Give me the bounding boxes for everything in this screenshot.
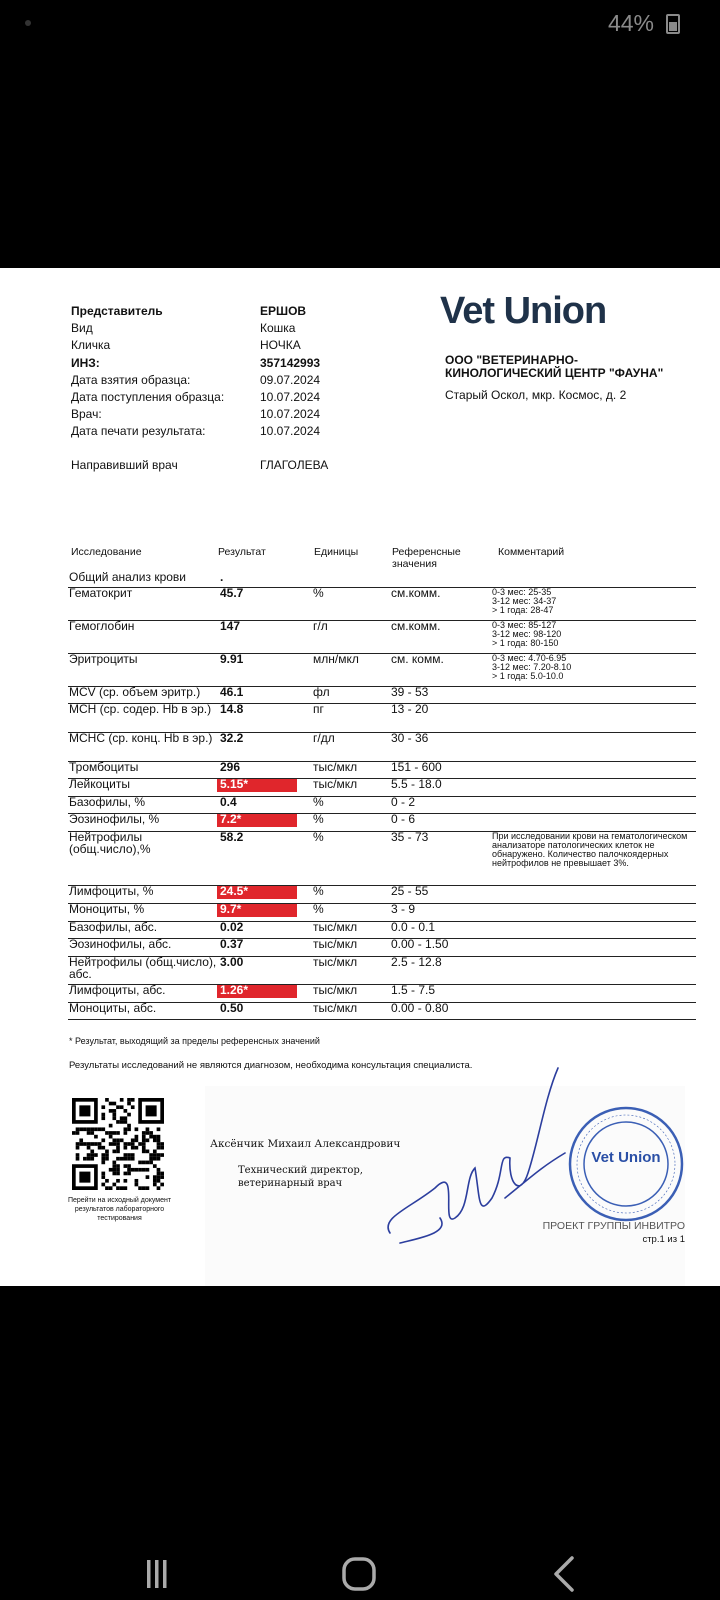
signer-title: Технический директор, ветеринарный врач — [238, 1165, 363, 1189]
test-units: % — [313, 586, 324, 600]
test-result: 14.8 — [220, 702, 244, 716]
page-number: стр.1 из 1 — [642, 1234, 685, 1245]
test-result: 0.02 — [220, 920, 244, 934]
test-result: 3.00 — [220, 955, 244, 969]
header-label: Кличка — [71, 338, 111, 353]
test-reference: см.комм. — [391, 619, 441, 633]
test-name: MCH (ср. содер. Hb в эр.) — [69, 702, 212, 716]
test-reference: см.комм. — [391, 586, 441, 600]
test-reference: 5.5 - 18.0 — [391, 777, 442, 791]
test-comment: При исследовании крови на гематологическом анализаторе патологических клеток не обнаружено. Количество палочкоядерных нейтрофилов не превышает 3%. — [492, 831, 688, 868]
notification-dot-icon — [25, 20, 31, 26]
test-reference: 3 - 9 — [391, 902, 416, 916]
test-result: 32.2 — [220, 731, 244, 745]
battery-icon — [666, 14, 680, 34]
test-name: Эритроциты — [69, 652, 138, 666]
test-units: тыс/мкл — [313, 955, 358, 969]
test-result: 147 — [220, 619, 241, 633]
test-reference: 0 - 2 — [391, 795, 416, 809]
test-name: Гемоглобин — [69, 619, 135, 633]
test-reference: 39 - 53 — [391, 685, 429, 699]
header-label: Дата поступления образца: — [71, 390, 225, 404]
test-name: Эозинофилы, % — [69, 812, 160, 826]
test-result: 0.50 — [220, 1001, 244, 1015]
navigation-bar — [0, 1500, 720, 1600]
header-value: 10.07.2024 — [260, 424, 321, 439]
test-result: 1.26* — [217, 985, 297, 998]
test-units: млн/мкл — [313, 652, 359, 666]
test-name: Гематокрит — [69, 586, 133, 600]
test-units: % — [313, 902, 324, 916]
test-result: 46.1 — [220, 685, 244, 699]
table-row — [68, 778, 696, 797]
header-label: Вид — [71, 321, 93, 336]
test-name: Тромбоциты — [69, 760, 139, 774]
test-name: Моноциты, % — [69, 902, 145, 916]
test-name: MCV (ср. объем эритр.) — [69, 685, 201, 699]
table-row — [68, 885, 696, 904]
table-row — [68, 1002, 696, 1020]
test-units: тыс/мкл — [313, 983, 358, 997]
header-value: Кошка — [260, 321, 296, 336]
test-result: 0.4 — [220, 795, 237, 809]
test-units: г/дл — [313, 731, 335, 745]
table-row — [68, 903, 696, 922]
test-result: 5.15* — [217, 779, 297, 792]
test-units: % — [313, 884, 324, 898]
table-row — [68, 620, 696, 654]
referring-doctor-value: ГЛАГОЛЕВА — [260, 458, 329, 472]
test-name: Эозинофилы, абс. — [69, 937, 172, 951]
table-row — [68, 761, 696, 779]
test-comment: 0-3 мес: 4.70-6.95 3-12 мес: 7.20-8.10 > 1 года: 5.0-10.0 — [492, 653, 572, 681]
test-reference: 35 - 73 — [391, 830, 429, 844]
test-units: тыс/мкл — [313, 777, 358, 791]
lab-address: Старый Оскол, мкр. Космос, д. 2 — [445, 388, 627, 402]
test-reference: 13 - 20 — [391, 702, 429, 716]
test-units: % — [313, 795, 324, 809]
table-row — [68, 571, 696, 588]
header-value: 10.07.2024 — [260, 407, 321, 422]
test-units: тыс/мкл — [313, 920, 358, 934]
test-result: 24.5* — [217, 886, 297, 899]
disclaimer-note: Результаты исследований не являются диагнозом, необходима консультация специалиста. — [69, 1060, 473, 1071]
test-reference: 1.5 - 7.5 — [391, 983, 436, 997]
header-label: Представитель — [71, 304, 163, 318]
test-result: 296 — [220, 760, 241, 774]
test-units: фл — [313, 685, 330, 699]
test-reference: 30 - 36 — [391, 731, 429, 745]
test-name: Лимфоциты, % — [69, 884, 154, 898]
test-result: 58.2 — [220, 830, 244, 844]
test-units: тыс/мкл — [313, 760, 358, 774]
test-reference: 25 - 55 — [391, 884, 429, 898]
col-header-study: Исследование — [71, 546, 142, 558]
col-header-comment: Комментарий — [498, 546, 565, 558]
table-row — [68, 956, 696, 985]
test-name: Общий анализ крови — [69, 570, 187, 584]
test-name: Базофилы, % — [69, 795, 145, 809]
test-comment: 0-3 мес: 85-127 3-12 мес: 98-120 > 1 года: 80-150 — [492, 620, 562, 648]
test-reference: 0.0 - 0.1 — [391, 920, 436, 934]
lab-report-document — [0, 268, 720, 1286]
test-reference: 0.00 - 0.80 — [391, 1001, 449, 1015]
col-header-reference: Референсные значения — [392, 546, 461, 570]
test-result: 9.7* — [217, 904, 297, 917]
test-result: 0.37 — [220, 937, 244, 951]
home-icon[interactable] — [335, 1550, 385, 1600]
test-units: % — [313, 812, 324, 826]
back-icon[interactable] — [540, 1550, 590, 1600]
header-value: 357142993 — [260, 355, 321, 370]
test-units: г/л — [313, 619, 328, 633]
test-name: Нейтрофилы (общ.число),% — [69, 830, 151, 856]
test-result: 9.91 — [220, 652, 244, 666]
lab-organization-name: ООО "ВЕТЕРИНАРНО-КИНОЛОГИЧЕСКИЙ ЦЕНТР "ФАУНА" — [445, 353, 664, 380]
test-units: тыс/мкл — [313, 1001, 358, 1015]
test-name: Лимфоциты, абс. — [69, 983, 166, 997]
battery-percent: 44% — [607, 10, 654, 36]
test-reference: 2.5 - 12.8 — [391, 955, 442, 969]
table-row — [68, 732, 696, 762]
test-name: Базофилы, абс. — [69, 920, 158, 934]
test-name: Моноциты, абс. — [69, 1001, 157, 1015]
test-reference: см. комм. — [391, 652, 444, 666]
table-row — [68, 703, 696, 733]
table-row — [68, 587, 696, 621]
col-header-result: Результат — [218, 546, 266, 558]
table-row — [68, 984, 696, 1003]
test-name: Нейтрофилы (общ.число), абс. — [69, 955, 217, 981]
table-row — [68, 796, 696, 814]
test-result: . — [220, 570, 224, 584]
header-value: 09.07.2024 — [260, 372, 321, 387]
qr-caption: Перейти на исходный документ результатов лабораторного тестирования — [67, 1197, 172, 1222]
test-reference: 151 - 600 — [391, 760, 442, 774]
referring-doctor-label: Направивший врач — [71, 458, 178, 472]
test-result: 7.2* — [217, 814, 297, 827]
stamp-logo-text: Vet Union — [591, 1149, 661, 1166]
test-reference: 0.00 - 1.50 — [391, 937, 449, 951]
header-value: 10.07.2024 — [260, 390, 321, 404]
table-row — [68, 653, 696, 687]
asterisk-note: * Результат, выходящий за пределы референсных значений — [69, 1036, 320, 1046]
test-result: 45.7 — [220, 586, 244, 600]
signer-name: Аксёнчик Михаил Александрович — [210, 1138, 401, 1150]
header-label: ИНЗ: — [71, 355, 100, 370]
test-name: Лейкоциты — [69, 777, 131, 791]
header-value: ЕРШОВ — [260, 304, 307, 318]
table-row — [68, 813, 696, 832]
col-header-units: Единицы — [314, 546, 359, 558]
test-units: тыс/мкл — [313, 937, 358, 951]
test-units: % — [313, 830, 324, 844]
recents-icon[interactable] — [132, 1550, 182, 1600]
status-bar — [0, 0, 720, 48]
test-name: MCHC (ср. конц. Hb в эр.) — [69, 731, 213, 745]
test-reference: 0 - 6 — [391, 812, 416, 826]
test-units: пг — [313, 702, 324, 716]
table-row — [68, 831, 696, 886]
project-label: ПРОЕКТ ГРУППЫ ИНВИТРО — [542, 1220, 685, 1232]
test-comment: 0-3 мес: 25-35 3-12 мес: 34-37 > 1 года: 28-47 — [492, 587, 557, 615]
header-label: Дата взятия образца: — [71, 372, 191, 387]
header-label: Дата печати результата: — [71, 424, 206, 439]
qr-code[interactable] — [72, 1098, 164, 1190]
header-label: Врач: — [71, 407, 102, 422]
header-value: НОЧКА — [260, 338, 301, 353]
vet-union-logo: Vet Union — [440, 290, 607, 332]
